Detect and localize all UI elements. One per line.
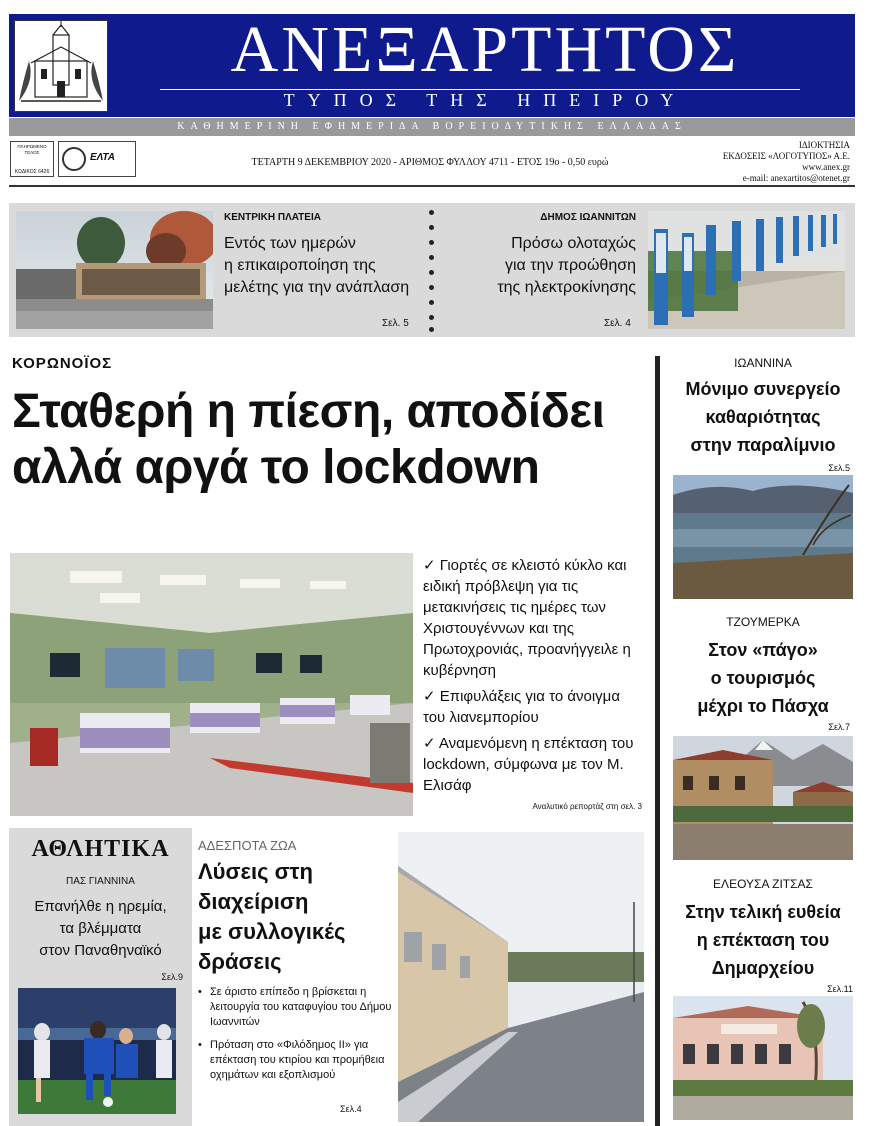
newspaper-title: ΑΝΕΞΑΡΤΗΤΟΣ — [230, 13, 740, 86]
football-match-photo[interactable] — [18, 988, 176, 1114]
teaser-square-photo[interactable] — [16, 211, 213, 329]
right-1-kicker: ΙΩΑΝΝΙΝΑ — [734, 356, 792, 370]
issue-line: ΤΕΤΑΡΤΗ 9 ΔΕΚΕΜΒΡΙΟΥ 2020 - ΑΡΙΘΜΟΣ ΦΥΛΛΟΥ 4711 - ΕΤΟΣ 19ο - 0,50 ευρώ — [251, 157, 609, 168]
stamp-code: ΚΩΔΙΚΟΣ 6426 — [14, 169, 50, 175]
teaser-2-line: για την προώθηση — [504, 257, 636, 274]
main-kicker: ΚΟΡΩΝΟΪΟΣ — [12, 355, 113, 372]
stray-page: Σελ.4 — [340, 1104, 362, 1114]
postal-seal-icon — [62, 147, 86, 171]
bullet-item: ✓ Γιορτές σε κλειστό κύκλο και ειδική πρόβλεψη για τις μετακινήσεις τις ημέρες των Χριστουγέννων και της Πρωτοχρονιάς, προανήγγειλε η κυβέρνηση — [423, 557, 631, 679]
right-1-line: στην παραλίμνιο — [690, 435, 836, 455]
teaser-1-kicker: ΚΕΝΤΡΙΚΗ ΠΛΑΤΕΙΑ — [224, 212, 321, 223]
bullet-item: ✓ Αναμενόμενη η επέκταση του lockdown, σύμφωνα με τον Μ. Ελισάφ — [423, 735, 634, 794]
village-photo[interactable] — [673, 736, 853, 860]
teaser-2-page: Σελ. 4 — [604, 318, 631, 329]
sports-line: Επανήλθε η ηρεμία, — [34, 898, 167, 915]
tagline-bar: ΚΑΘΗΜΕΡΙΝΗ ΕΦΗΜΕΡΙΔΑ ΒΟΡΕΙΟΔΥΤΙΚΗΣ ΕΛΛΑΔΑΣ — [9, 118, 855, 136]
stray-headline[interactable] — [198, 857, 394, 977]
teaser-2-headline[interactable] — [440, 233, 636, 299]
teaser-charging-photo[interactable] — [648, 211, 845, 329]
dotted-divider — [429, 210, 434, 332]
teaser-1-line: η επικαιροποίηση της — [224, 257, 376, 274]
town-hall-photo[interactable] — [673, 996, 853, 1120]
column-divider — [655, 356, 660, 1126]
sports-line: στον Παναθηναϊκό — [39, 942, 162, 959]
sports-line: τα βλέμματα — [59, 920, 142, 937]
right-3-line: η επέκταση του — [696, 930, 830, 950]
headline-line: Σταθερή η πίεση, αποδίδει — [12, 385, 605, 438]
teaser-1-line: μελέτης για την ανάπλαση — [224, 279, 410, 296]
right-2-line: μέχρι το Πάσχα — [697, 696, 829, 716]
right-3-line: Δημαρχείου — [711, 958, 815, 978]
stray-line: διαχείριση — [198, 889, 309, 914]
website-link[interactable]: www.anex.gr — [802, 162, 850, 172]
owner-label: ΙΔΙΟΚΤΗΣΙΑ — [798, 140, 850, 150]
stamp-title: ΠΛΗΡΩΜΕΝΟ ΤΕΛΟΣ — [17, 144, 47, 155]
church-emblem-icon — [15, 21, 107, 111]
headline-line: αλλά αργά το lockdown — [12, 441, 540, 494]
icu-ward-photo[interactable] — [10, 553, 413, 816]
right-2-line: ο τουρισμός — [710, 668, 816, 688]
newspaper-subtitle: ΤΥΠΟΣ ΤΗΣ ΗΠΕΙΡΟΥ — [283, 90, 687, 110]
right-1-line: καθαριότητας — [705, 407, 821, 427]
right-2-kicker: ΤΖΟΥΜΕΡΚΑ — [726, 615, 800, 629]
main-page-ref: Αναλυτικό ρεπορτάζ στη σελ. 3 — [532, 802, 642, 811]
sports-page: Σελ.9 — [161, 972, 183, 982]
teaser-2-line: Πρόσω ολοταχώς — [511, 235, 636, 252]
masthead-logo — [14, 20, 108, 112]
sports-headline[interactable] — [9, 896, 192, 962]
teaser-1-line: Εντός των ημερών — [224, 235, 356, 252]
stray-line: με συλλογικές — [198, 919, 346, 944]
teaser-1-page: Σελ. 5 — [382, 318, 409, 329]
right-3-line: Στην τελική ευθεία — [685, 902, 841, 922]
stray-bullet: • Σε άριστο επίπεδο η βρίσκεται η λειτουργία του καταφυγίου του Δήμου Ιωαννιτών — [198, 985, 394, 1030]
right-1-headline[interactable] — [673, 375, 853, 459]
right-2-headline[interactable] — [673, 636, 853, 720]
stray-line: Λύσεις στη — [198, 859, 313, 884]
teaser-2-line: της ηλεκτροκίνησης — [497, 279, 636, 296]
animal-shelter-photo[interactable] — [398, 832, 644, 1122]
sports-kicker: ΠΑΣ ΓΙΑΝΝΙΝΑ — [66, 876, 135, 887]
info-divider — [9, 185, 855, 187]
right-3-kicker: ΕΛΕΟΥΣΑ ΖΙΤΣΑΣ — [713, 877, 813, 891]
teaser-1-headline[interactable] — [224, 233, 424, 299]
right-2-line: Στον «πάγο» — [708, 640, 818, 660]
elta-label: ΕΛΤΑ — [90, 152, 116, 163]
right-2-page: Σελ.7 — [828, 722, 850, 732]
right-3-page: Σελ.11 — [827, 984, 853, 994]
stray-bullets — [198, 985, 394, 1091]
lake-photo[interactable] — [673, 475, 853, 599]
ownership-block — [660, 140, 850, 184]
teaser-2-kicker: ΔΗΜΟΣ ΙΩΑΝΝΙΤΩΝ — [540, 212, 636, 223]
right-1-page: Σελ.5 — [828, 463, 850, 473]
bullet-item: ✓ Επιφυλάξεις για το άνοιγμα του λιανεμπορίου — [423, 688, 620, 726]
right-3-headline[interactable] — [666, 898, 860, 982]
owner-name: ΕΚΔΟΣΕΙΣ «ΛΟΓΟΤΥΠΟΣ» Α.Ε. — [722, 151, 850, 161]
main-bullets — [423, 555, 643, 801]
sports-title: ΑΘΛΗΤΙΚΑ — [31, 836, 170, 862]
email-link[interactable]: e-mail: anexartitos@otenet.gr — [742, 173, 850, 183]
main-headline[interactable] — [12, 384, 642, 496]
stray-bullet: • Πρόταση στο «Φιλόδημος ΙΙ» για επέκταση του κτιρίου και προμήθεια οχημάτων και εξοπλισμού — [198, 1038, 394, 1083]
right-1-line: Μόνιμο συνεργείο — [685, 379, 841, 399]
stray-line: δράσεις — [198, 949, 282, 974]
stray-kicker: ΑΔΕΣΠΟΤΑ ΖΩΑ — [198, 838, 297, 853]
